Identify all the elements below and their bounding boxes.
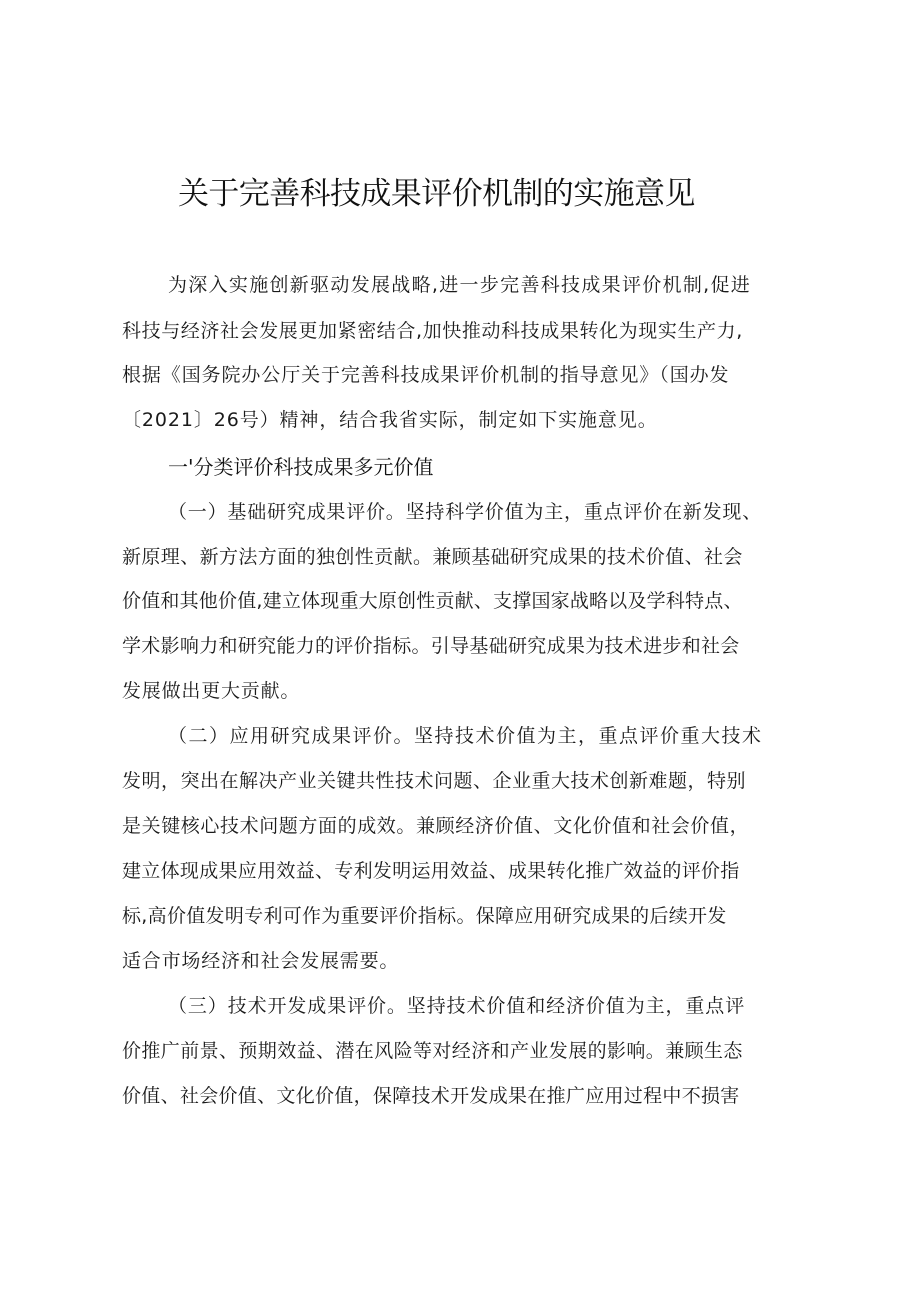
intro-line: 〔2021〕26号）精神，结合我省实际，制定如下实施意见。: [122, 409, 658, 431]
document-title: 关于完善科技成果评价机制的实施意见: [178, 176, 695, 212]
paragraph-line: 标,高价值发明专利可作为重要评价指标。保障应用研究成果的后续开发: [122, 905, 727, 927]
intro-line: 根据《国务院办公厅关于完善科技成果评价机制的指导意见》（国办发: [122, 364, 730, 386]
paragraph-line: 价推广前景、预期效益、潜在风险等对经济和产业发展的影响。兼顾生态: [122, 1040, 743, 1062]
paragraph-line: 适合市场经济和社会发展需要。: [122, 950, 400, 972]
paragraph-line: 建立体现成果应用效益、专利发明运用效益、成果转化推广效益的评价指: [122, 860, 740, 882]
paragraph-line: 价值、社会价值、文化价值，保障技术开发成果在推广应用过程中不损害: [122, 1085, 740, 1107]
paragraph-line: 价值和其他价值,建立体现重大原创性贡献、支撑国家战略以及学科特点、: [122, 590, 743, 612]
paragraph-line: 发明，突出在解决产业关键共性技术问题、企业重大技术创新难题，特别: [122, 770, 747, 792]
paragraph-line: （二）应用研究成果评价。坚持技术价值为主，重点评价重大技术: [168, 725, 763, 747]
paragraph-line: 是关键核心技术问题方面的成效。兼顾经济价值、文化价值和社会价值，: [122, 815, 750, 837]
intro-line: 为深入实施创新驱动发展战略,进一步完善科技成果评价机制,促进: [168, 274, 752, 296]
paragraph-line: 新原理、新方法方面的独创性贡献。兼顾基础研究成果的技术价值、社会: [122, 546, 743, 568]
intro-line: 科技与经济社会发展更加紧密结合,加快推动科技成果转化为现实生产力,: [122, 320, 743, 342]
paragraph-line: 学术影响力和研究能力的评价指标。引导基础研究成果为技术进步和社会: [122, 635, 740, 657]
paragraph-line: （一）基础研究成果评价。坚持科学价值为主，重点评价在新发现、: [168, 501, 763, 523]
paragraph-line: （三）技术开发成果评价。坚持技术价值和经济价值为主，重点评: [168, 995, 746, 1017]
section-heading: 一'分类评价科技成果多元价值: [168, 455, 434, 479]
paragraph-line: 发展做出更大贡献。: [122, 680, 301, 702]
